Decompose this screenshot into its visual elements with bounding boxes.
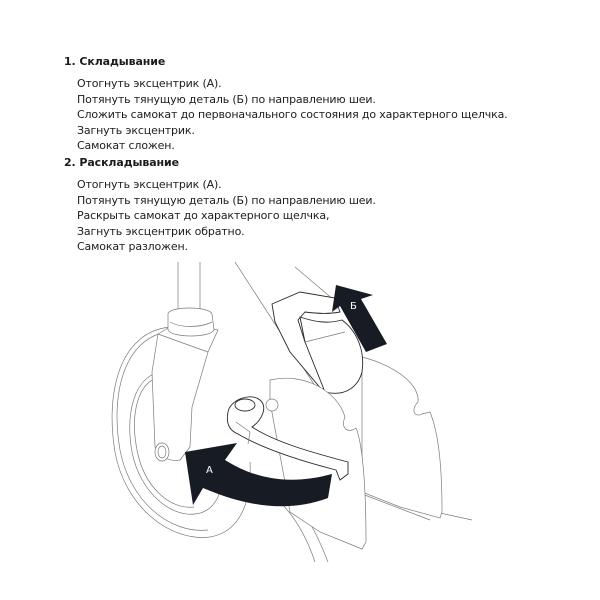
section-title-unfolding: 2. Раскладывание [64, 156, 179, 169]
scooter-fold-illustration [100, 262, 480, 562]
step-item: Отогнуть эксцентрик (А). [77, 178, 222, 191]
step-item: Самокат разложен. [77, 240, 188, 253]
step-item: Самокат сложен. [77, 139, 175, 152]
section-folding [64, 55, 508, 154]
section-title-folding: 1. Складывание [64, 55, 166, 68]
rear-hinge-plate [362, 357, 442, 518]
step-item: Загнуть эксцентрик. [77, 123, 195, 137]
step-item: Раскрыть самокат до характерного щелчка, [77, 209, 330, 222]
step-item: Загнуть эксцентрик обратно. [77, 224, 245, 238]
step-item: Сложить самокат до первоначального состояния до характерного щелчка. [77, 108, 508, 121]
step-item: Потянуть тянущую деталь (Б) по направлению шеи. [77, 193, 376, 207]
section-unfolding [64, 156, 376, 255]
steering-stem [168, 262, 214, 336]
fork [152, 322, 218, 461]
steps-list-unfolding [64, 177, 376, 255]
arrow-b-label: Б [350, 301, 357, 312]
arrow-a-label: А [206, 465, 213, 476]
step-item: Потянуть тянущую деталь (Б) по направлению шеи. [77, 92, 376, 106]
step-item: Отогнуть эксцентрик (А). [77, 77, 222, 90]
steps-list-folding [64, 76, 508, 154]
